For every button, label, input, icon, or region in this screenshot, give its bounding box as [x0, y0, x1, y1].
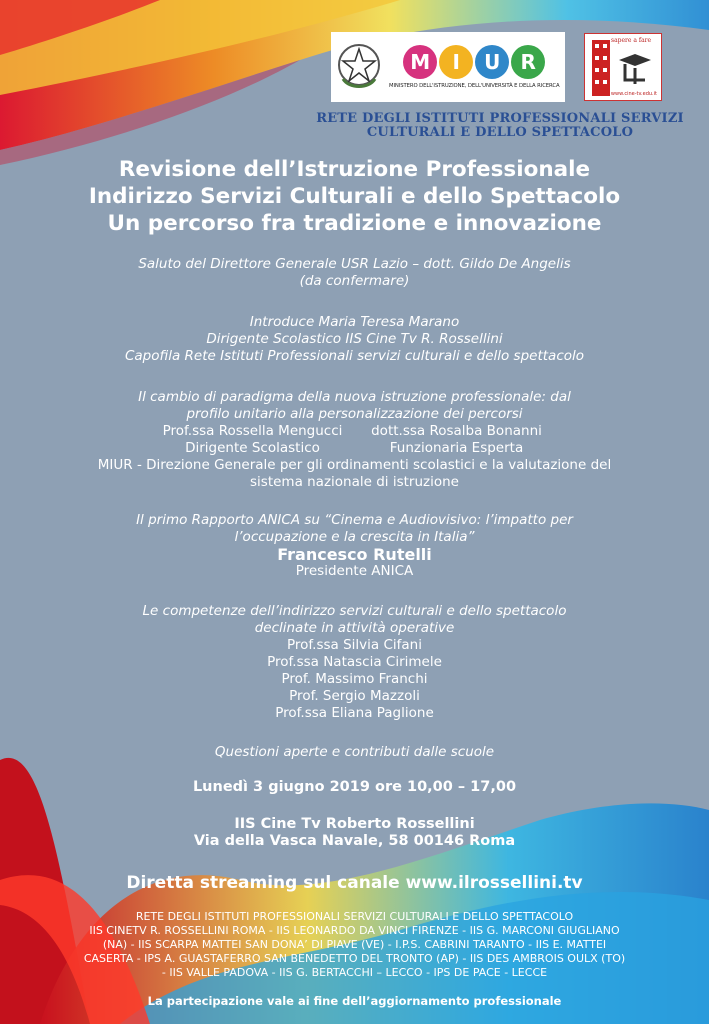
talk-paradigm: Il cambio di paradigma della nuova istruzione professionale: dal profilo unitario alla personalizzazione dei percorsi Prof.ssa Rossella Mengucci dott.ssa Rosalba Bonanni Dirigente Scolastico Funzionaria Esperta MIUR - Direzione Generale per gli ordinamenti scolastici e la valutazione del sistema nazionale di istruzione [0, 389, 709, 491]
cine-logo-top-text: sapere a fare [611, 37, 652, 44]
speaker-name: Prof.ssa Eliana Paglione [275, 705, 434, 721]
cine-logo-url: www.cine-tv.edu.it [610, 91, 657, 97]
talk1-org: MIUR - Direzione Generale per gli ordinamenti scolastici e la valutazione del [97, 457, 612, 473]
event-title: Revisione dell’Istruzione Professionale Indirizzo Servizi Culturali e dello Spettacolo Un percorso fra tradizione e innovazione [88, 157, 621, 236]
speaker-name: Francesco Rutelli [277, 545, 432, 564]
miur-logo-banner [331, 32, 565, 102]
speaker-name: dott.ssa Rosalba Bonanni [371, 423, 542, 439]
film-strip-icon [590, 40, 612, 96]
talk-anica: Il primo Rapporto ANICA su “Cinema e Audiovisivo: l’impatto per l’occupazione e la crescita in Italia” Francesco Rutelli Presidente ANICA [0, 512, 709, 580]
speaker-name: Prof.ssa Silvia Cifani [287, 637, 422, 653]
speaker-role: Dirigente Scolastico [185, 440, 320, 456]
miur-letter: I [439, 45, 473, 79]
miur-caption: MINISTERO DELL'ISTRUZIONE, DELL'UNIVERSITÀ E DELLA RICERCA [389, 83, 560, 89]
event-date: Lunedì 3 giugno 2019 ore 10,00 – 17,00 [192, 779, 517, 795]
speaker-name: Prof.ssa Rossella Mengucci [162, 423, 343, 439]
italian-emblem-icon [335, 39, 383, 95]
miur-logo [403, 45, 545, 79]
talk1-speakers [0, 423, 709, 440]
speaker-role: Presidente ANICA [295, 563, 414, 579]
speaker-name: Prof. Sergio Mazzoli [289, 688, 420, 704]
venue: IIS Cine Tv Roberto Rossellini Via della Vasca Navale, 58 00146 Roma [193, 816, 516, 849]
introduction: Introduce Maria Teresa Marano Dirigente Scolastico IIS Cine Tv R. Rossellini Capofila Rete Istituti Professionali servizi culturali e dello spettacolo [124, 314, 585, 364]
speaker-role: Funzionaria Esperta [389, 440, 524, 456]
schools-network-list: RETE DEGLI ISTITUTI PROFESSIONALI SERVIZI CULTURALI E DELLO SPETTACOLO IIS CINETV R. ROSSELLINI ROMA - IIS LEONARDO DA VINCI FIRENZE - IIS G. MARCONI GIUGLIANO (NA) - IIS SCARPA MATTEI SAN DONA’ DI PIAVE (VE) - I.P.S. CABRINI TARANTO - IIS E. MATTEI CASERTA - IPS A. GUASTAFERRO SAN BENEDETTO DEL TRONTO (AP) - IIS DES AMBROIS OULX (TO) - IIS VALLE PADOVA - IIS G. BERTACCHI – LECCO - IPS DE PACE - LECCE [83, 910, 626, 979]
speaker-name: Prof. Massimo Franchi [281, 671, 428, 687]
cine-ct-icon [615, 50, 655, 86]
speaker-name: Prof.ssa Natascia Cirimele [267, 654, 442, 670]
greeting: Saluto del Direttore Generale USR Lazio – dott. Gildo De Angelis (da confermare) [138, 256, 571, 289]
cine-tv-logo [584, 33, 662, 101]
miur-letter: U [475, 45, 509, 79]
talk1-roles [0, 440, 709, 457]
open-questions: Questioni aperte e contributi dalle scuole [214, 744, 495, 760]
streaming-info: Diretta streaming sul canale www.ilrossellini.tv [126, 873, 583, 893]
talk-competences: Le competenze dell’indirizzo servizi culturali e dello spettacolo declinate in attività operative Prof.ssa Silvia Cifani Prof.ssa Natascia Cirimele Prof. Massimo Franchi Prof. Sergio Mazzoli Prof.ssa Eliana Paglione [0, 603, 709, 722]
network-title: RETE DEGLI ISTITUTI PROFESSIONALI SERVIZI CULTURALI E DELLO SPETTACOLO [316, 111, 684, 140]
miur-letter: R [511, 45, 545, 79]
footer-note: La partecipazione vale ai fine dell’aggiornamento professionale [147, 994, 562, 1008]
miur-letter: M [403, 45, 437, 79]
